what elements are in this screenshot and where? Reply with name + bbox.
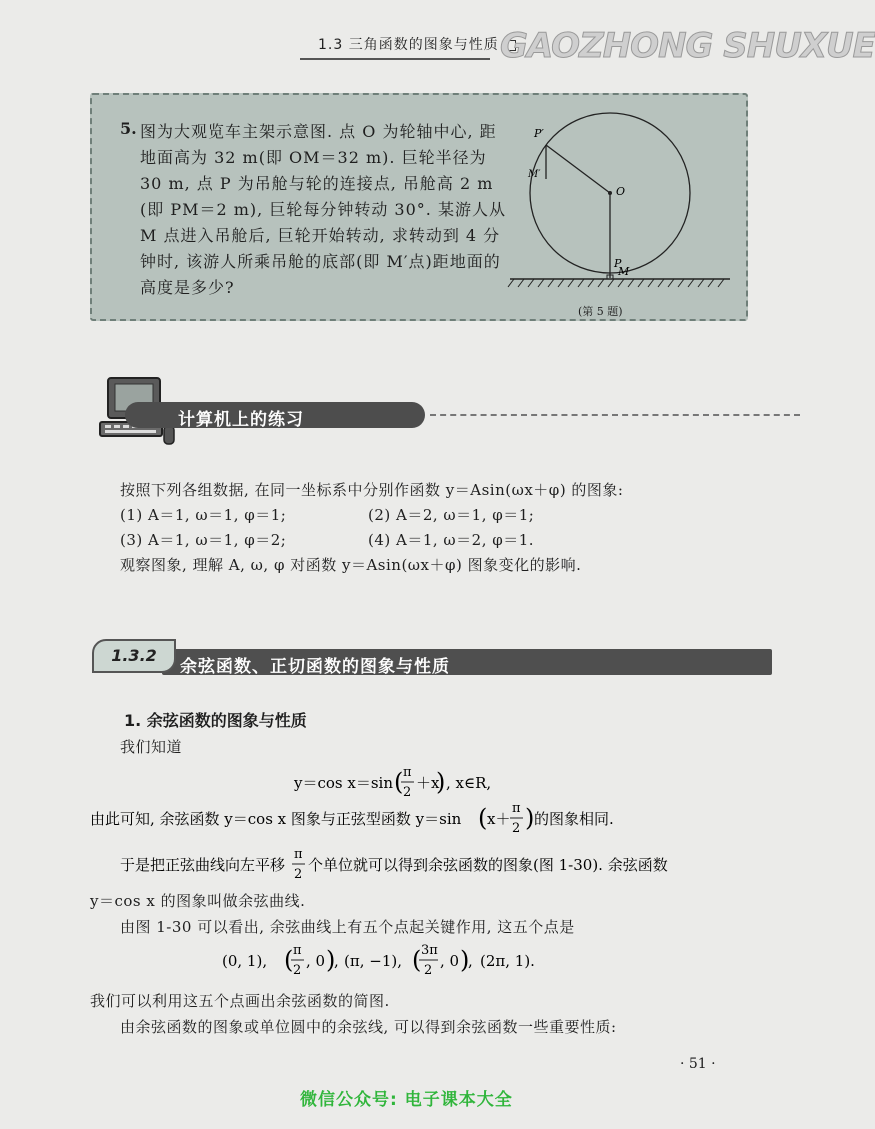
pt4-comma: , bbox=[468, 952, 473, 970]
point-3: (π, −1), bbox=[344, 952, 402, 970]
point-1: (0, 1), bbox=[222, 952, 268, 970]
pt2-paren-open: ( bbox=[284, 946, 294, 974]
point-5: (2π, 1). bbox=[480, 952, 535, 970]
spoke-line bbox=[546, 145, 610, 193]
practice-title: 计算机上的练习 bbox=[178, 410, 304, 430]
practice-item-1: (1) A＝1, ω＝1, φ＝1; bbox=[120, 506, 287, 524]
header-section-title: 1.3 三角函数的图象与性质 bbox=[318, 34, 516, 54]
eq1-paren-close: ) bbox=[436, 768, 446, 796]
pt4-tail: , 0 bbox=[440, 952, 460, 970]
eq1-paren-open: ( bbox=[394, 768, 404, 796]
exercise-number: 5. bbox=[120, 119, 137, 138]
exercise-line: 地面高为 32 m(即 OM＝32 m). 巨轮半径为 bbox=[140, 148, 487, 167]
practice-intro: 按照下列各组数据, 在同一坐标系中分别作函数 y＝Asin(ωx＋φ) 的图象: bbox=[120, 481, 624, 499]
exercise-line: M 点进入吊舱后, 巨轮开始转动, 求转动到 4 分 bbox=[140, 226, 501, 245]
p2-paren-close: ) bbox=[525, 804, 535, 832]
eq1-left: y＝cos x＝sin bbox=[294, 774, 393, 792]
practice-item-4: (4) A＝1, ω＝2, φ＝1. bbox=[368, 531, 535, 549]
ground-hatch bbox=[508, 279, 724, 287]
paragraph-five-points: 由图 1-30 可以看出, 余弦曲线上有五个点起关键作用, 这五个点是 bbox=[120, 918, 575, 936]
paragraph-sketch: 我们可以利用这五个点画出余弦函数的简图. bbox=[90, 992, 390, 1010]
practice-conclusion: 观察图象, 理解 A, ω, φ 对函数 y＝Asin(ωx＋φ) 图象变化的影响. bbox=[120, 556, 582, 574]
center-dot bbox=[608, 191, 612, 195]
p2-text-a: 由此可知, 余弦函数 y＝cos x 图象与正弦型函数 y＝sin bbox=[90, 810, 462, 828]
section-title: 余弦函数、正切函数的图象与性质 bbox=[180, 657, 450, 677]
dashed-divider bbox=[430, 414, 800, 416]
header-rule bbox=[300, 58, 490, 60]
page-header bbox=[0, 0, 875, 72]
exercise-line: 30 m, 点 P 为吊舱与轮的连接点, 吊舱高 2 m bbox=[140, 174, 494, 193]
figure-caption: (第 5 题) bbox=[578, 305, 623, 318]
paragraph-properties: 由余弦函数的图象或单位圆中的余弦线, 可以得到余弦函数一些重要性质: bbox=[120, 1018, 617, 1036]
label-m: M bbox=[618, 265, 630, 278]
paragraph-we-know: 我们知道 bbox=[120, 738, 183, 756]
p2-paren-open: ( bbox=[478, 804, 488, 832]
practice-item-2: (2) A＝2, ω＝1, φ＝1; bbox=[368, 506, 535, 524]
pt2-paren-close: ) bbox=[326, 946, 336, 974]
p2-inner: x＋ bbox=[487, 810, 511, 828]
watermark: 微信公众号: 电子课本大全 bbox=[300, 1090, 513, 1110]
paragraph-cos-curve: y＝cos x 的图象叫做余弦曲线. bbox=[90, 892, 306, 910]
page-number: · 51 · bbox=[680, 1056, 716, 1072]
paragraph-same-graph bbox=[90, 796, 750, 842]
header-brand: GAOZHONG SHUXUE bbox=[500, 26, 875, 66]
pt2-tail: , 0 bbox=[306, 952, 326, 970]
practice-item-3: (3) A＝1, ω＝1, φ＝2; bbox=[120, 531, 287, 549]
paragraph-shift bbox=[110, 846, 770, 886]
pt4-num: 3π bbox=[421, 943, 438, 958]
eq1-frac-num: π bbox=[403, 765, 412, 780]
pt4-den: 2 bbox=[424, 963, 433, 978]
p3-frac-num: π bbox=[294, 847, 303, 862]
section-banner bbox=[92, 645, 712, 675]
label-m-prime: M′ bbox=[528, 169, 541, 180]
computer-practice-banner bbox=[80, 372, 760, 462]
exercise-line: 图为大观览车主架示意图. 点 O 为轮轴中心, 距 bbox=[140, 122, 497, 141]
p3-text-b: 个单位就可以得到余弦函数的图象(图 1-30). 余弦函数 bbox=[308, 856, 668, 874]
pt4-paren-open: ( bbox=[412, 946, 422, 974]
pt2-den: 2 bbox=[293, 963, 302, 978]
exercise-line: 高度是多少? bbox=[140, 278, 235, 297]
eq1-right: , x∈R, bbox=[446, 774, 492, 792]
subsection-title: 1. 余弦函数的图象与性质 bbox=[124, 711, 307, 730]
section-number: 1.3.2 bbox=[92, 639, 176, 673]
p3-text-a: 于是把正弦曲线向左平移 bbox=[120, 856, 286, 874]
p2-frac-den: 2 bbox=[512, 821, 521, 836]
label-p-prime: P′ bbox=[534, 127, 544, 140]
label-p: P bbox=[614, 257, 622, 270]
exercise-line: (即 PM＝2 m), 巨轮每分钟转动 30°. 某游人从 bbox=[140, 200, 506, 219]
pt2-comma: , bbox=[334, 952, 339, 970]
pt4-paren-close: ) bbox=[460, 946, 470, 974]
pt2-num: π bbox=[293, 943, 302, 958]
p3-frac-den: 2 bbox=[294, 867, 303, 882]
eq1-frac-den: 2 bbox=[403, 785, 412, 800]
exercise-box bbox=[90, 93, 748, 321]
ferris-wheel-diagram bbox=[500, 115, 740, 315]
five-key-points bbox=[222, 938, 622, 984]
eq1-inner: ＋x bbox=[416, 774, 440, 792]
label-o: O bbox=[616, 185, 626, 198]
p2-text-b: 的图象相同. bbox=[534, 810, 614, 828]
p2-frac-num: π bbox=[512, 801, 521, 816]
exercise-line: 钟时, 该游人所乘吊舱的底部(即 M′点)距地面的 bbox=[140, 252, 501, 271]
